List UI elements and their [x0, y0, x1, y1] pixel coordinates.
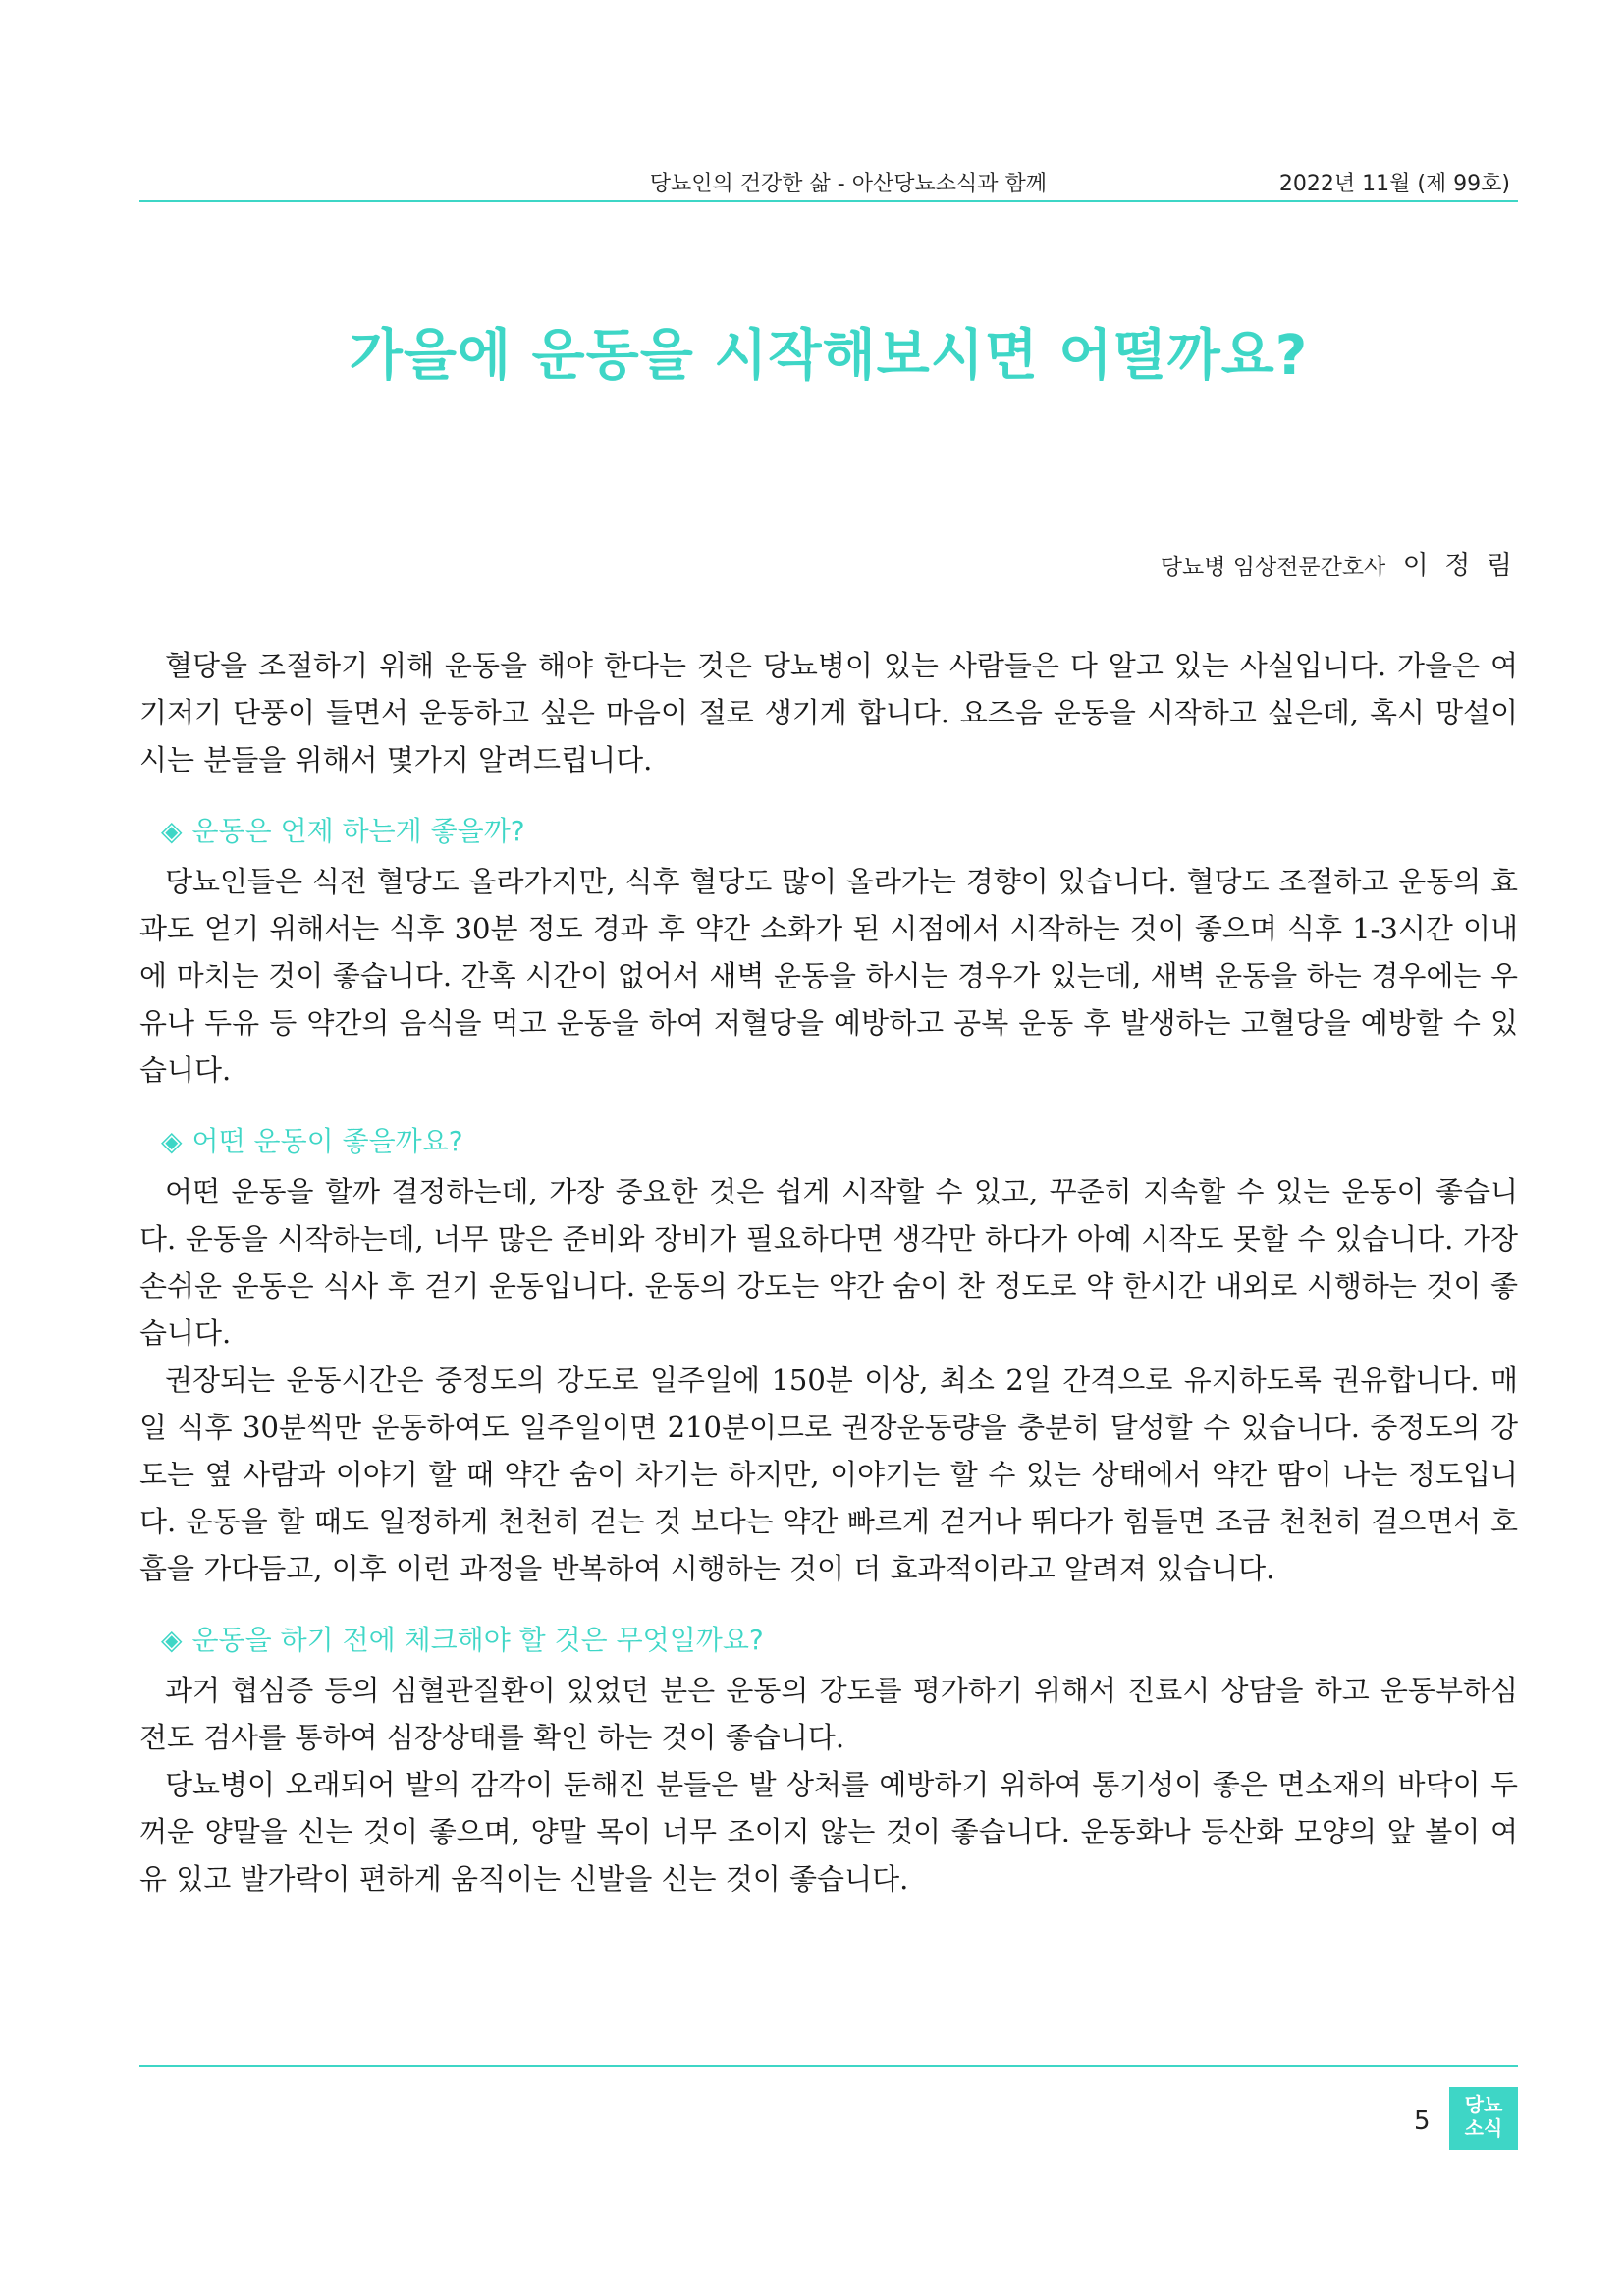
header-rule: [139, 200, 1518, 202]
section-heading-text: 어떤 운동이 좋을까요?: [191, 1125, 463, 1157]
page-header: [139, 157, 1518, 200]
publication-title: 당뇨인의 건강한 삶 - 아산당뇨소식과 함께: [649, 172, 1047, 196]
article-body: [139, 642, 1518, 1902]
author-line: [1161, 544, 1516, 582]
section-paragraph: 권장되는 운동시간은 중정도의 강도로 일주일에 150분 이상, 최소 2일 간격으로 유지하도록 권유합니다. 매일 식후 30분씩만 운동하여도 일주일이면 210분이므로 권장운동량을 충분히 달성할 수 있습니다. 중정도의 강도는 옆 사람과 이야기 할 때 약간 숨이 차기는 하지만, 이야기는 할 수 있는 상태에서 약간 땀이 나는 정도입니다. 운동을 할 때도 일정하게 천천히 걷는 것 보다는 약간 빠르게 걷거나 뛰다가 힘들면 조금 천천히 걸으면서 호흡을 가다듬고, 이후 이런 과정을 반복하여 시행하는 것이 더 효과적이라고 알려져 있습니다.: [139, 1363, 1518, 1585]
page-number: 5: [1414, 2107, 1431, 2136]
badge-underline: [1449, 2148, 1518, 2150]
badge-line-2: 소식: [1464, 2116, 1503, 2140]
section-paragraph: 당뇨인들은 식전 혈당도 올라가지만, 식후 혈당도 많이 올라가는 경향이 있습니다. 혈당도 조절하고 운동의 효과도 얻기 위해서는 식후 30분 정도 경과 후 약간 소화가 된 시점에서 시작하는 것이 좋으며 식후 1-3시간 이내에 마치는 것이 좋습니다. 간혹 시간이 없어서 새벽 운동을 하시는 경우가 있는데, 새벽 운동을 하는 경우에는 우유나 두유 등 약간의 음식을 먹고 운동을 하여 저혈당을 예방하고 공복 운동 후 발생하는 고혈당을 예방할 수 있습니다.: [139, 865, 1518, 1087]
issue-info: 2022년 11월 (제 99호): [1278, 172, 1510, 196]
section-paragraph: 당뇨병이 오래되어 발의 감각이 둔해진 분들은 발 상처를 예방하기 위하여 통기성이 좋은 면소재의 바닥이 두꺼운 양말을 신는 것이 좋으며, 양말 목이 너무 조이지 않는 것이 좋습니다. 운동화나 등산화 모양의 앞 볼이 여유 있고 발가락이 편하게 움직이는 신발을 신는 것이 좋습니다.: [139, 1768, 1518, 1896]
author-name: 이 정 림: [1402, 551, 1516, 581]
intro-paragraph: 혈당을 조절하기 위해 운동을 해야 한다는 것은 당뇨병이 있는 사람들은 다 알고 있는 사실입니다. 가을은 여기저기 단풍이 들면서 운동하고 싶은 마음이 절로 생기게 합니다. 요즈음 운동을 시작하고 싶은데, 혹시 망설이시는 분들을 위해서 몇가지 알려드립니다.: [139, 649, 1518, 776]
section-heading-text: 운동은 언제 하는게 좋을까?: [191, 815, 525, 847]
page-title: 가을에 운동을 시작해보시면 어떨까요?: [349, 324, 1309, 388]
author-role: 당뇨병 임상전문간호사: [1160, 555, 1386, 580]
section-heading-text: 운동을 하기 전에 체크해야 할 것은 무엇일까요?: [191, 1624, 764, 1656]
diamond-bullet-icon: ◈: [161, 1125, 183, 1157]
newsletter-badge: [1449, 2087, 1518, 2148]
diamond-bullet-icon: ◈: [161, 1624, 183, 1656]
section-heading-which: [161, 1119, 1518, 1164]
section-heading-check: [161, 1618, 1518, 1663]
section-heading-when: [161, 809, 1518, 854]
footer-rule: [139, 2065, 1518, 2067]
diamond-bullet-icon: ◈: [161, 815, 183, 847]
badge-line-1: 당뇨: [1464, 2093, 1503, 2116]
section-paragraph: 어떤 운동을 할까 결정하는데, 가장 중요한 것은 쉽게 시작할 수 있고, 꾸준히 지속할 수 있는 운동이 좋습니다. 운동을 시작하는데, 너무 많은 준비와 장비가 필요하다면 생각만 하다가 아예 시작도 못할 수 있습니다. 가장 손쉬운 운동은 식사 후 걷기 운동입니다. 운동의 강도는 약간 숨이 찬 정도로 약 한시간 내외로 시행하는 것이 좋습니다.: [139, 1175, 1518, 1350]
section-paragraph: 과거 협심증 등의 심혈관질환이 있었던 분은 운동의 강도를 평가하기 위해서 진료시 상담을 하고 운동부하심전도 검사를 통하여 심장상태를 확인 하는 것이 좋습니다.: [139, 1674, 1518, 1754]
